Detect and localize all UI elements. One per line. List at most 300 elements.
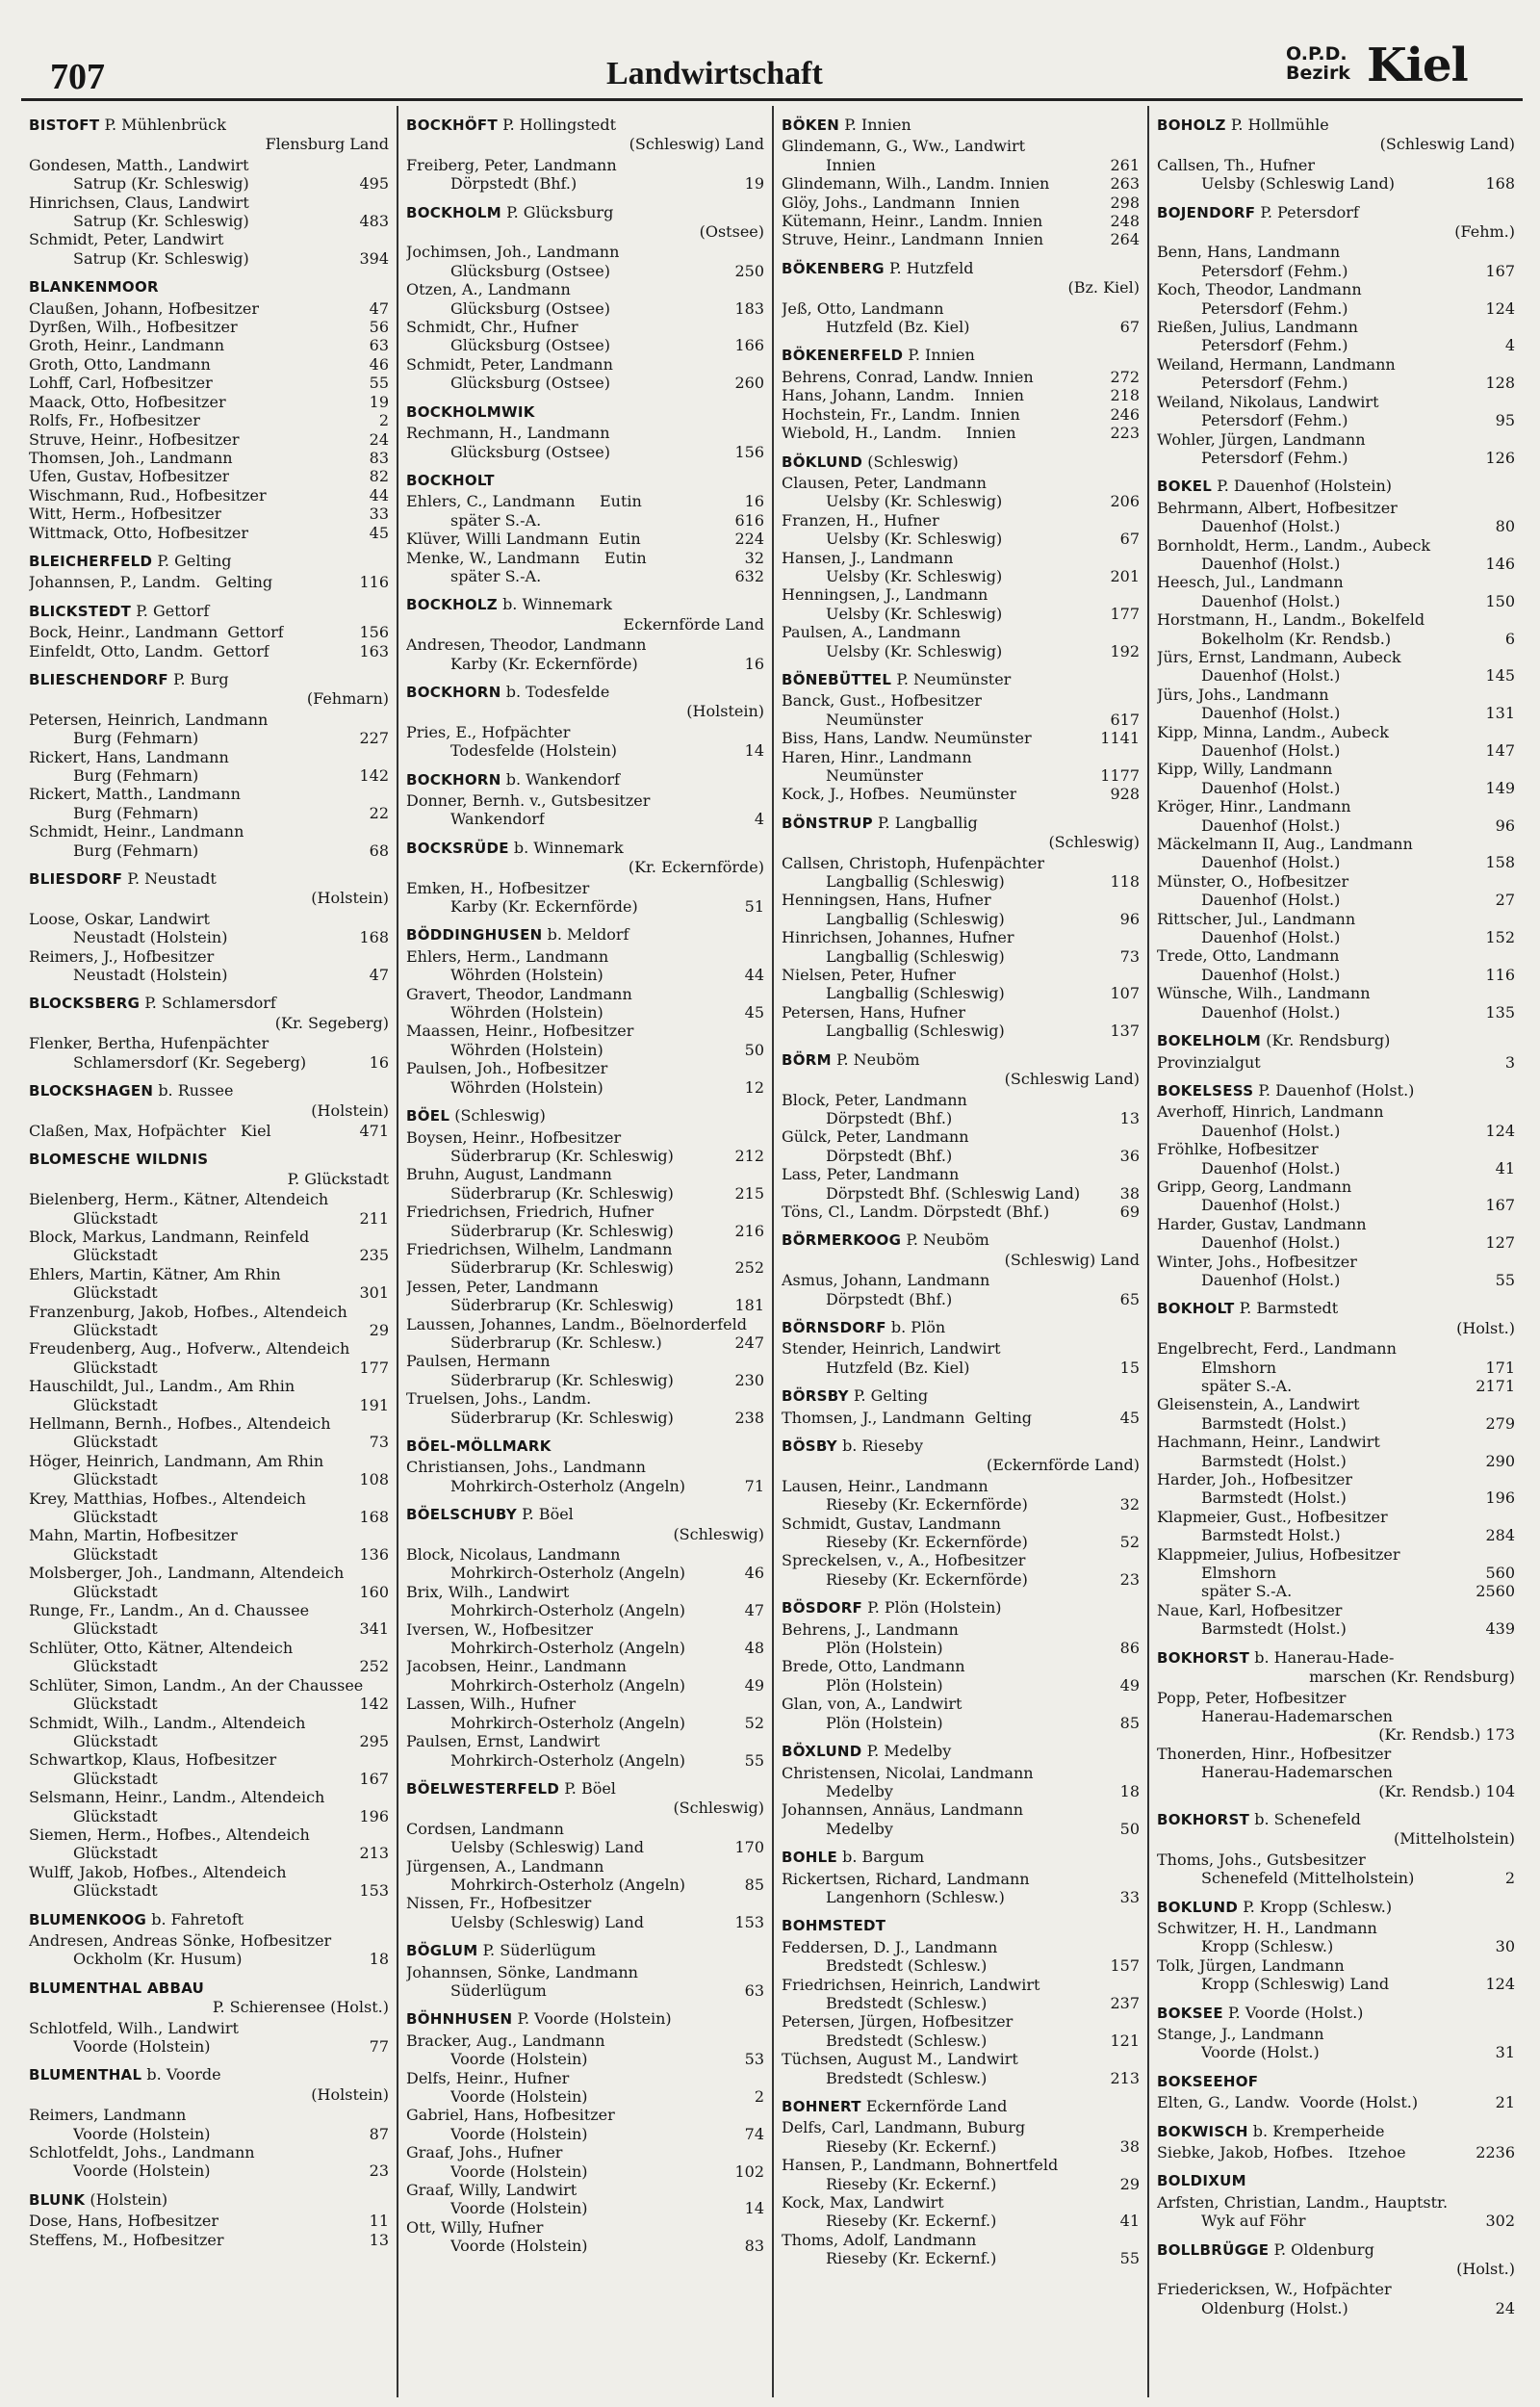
- entry-location: Mohrkirch-Osterholz (Angeln): [450, 1675, 686, 1695]
- phone-number: 49: [1119, 1675, 1140, 1695]
- directory-entry: [1157, 2143, 1515, 2161]
- place-heading: [782, 1848, 1140, 1867]
- entry-name: Schmidt, Peter, Landmann: [406, 354, 613, 374]
- phone-number: 87: [369, 2124, 389, 2143]
- place-name: BLOMESCHE WILDNIS: [29, 1151, 209, 1169]
- directory-entry: [29, 411, 389, 429]
- place-postal: b. Hanerau-Hade-: [1254, 1647, 1395, 1667]
- place-heading: [29, 2065, 389, 2104]
- entry-name: Glindemann, G., Ww., Landwirt: [782, 137, 1026, 156]
- entry-text: Thomsen, Joh., Landmann: [29, 448, 233, 467]
- entry-name: Schwartkop, Klaus, Hofbesitzer: [29, 1750, 277, 1770]
- entry-location: Langenhorn (Schlesw.): [826, 1887, 1005, 1906]
- entry-location: Uelsby (Kr. Schleswig): [826, 566, 1003, 585]
- entry-location: Burg (Fehmarn): [73, 803, 199, 822]
- entry-name: Otzen, A., Landmann: [406, 280, 571, 299]
- phone-number: 142: [359, 766, 389, 785]
- entry-location: Voorde (Holstein): [450, 2124, 588, 2143]
- directory-entry: [782, 511, 1140, 549]
- directory-entry: [782, 966, 1140, 1003]
- place-name: BÖKENERFELD: [782, 347, 904, 365]
- phone-number: 212: [734, 1146, 764, 1165]
- entry-name: Krey, Matthias, Hofbes., Altendeich: [29, 1488, 306, 1508]
- phone-number: 124: [1485, 1975, 1515, 1994]
- entry-name: Stender, Heinrich, Landwirt: [782, 1339, 1001, 1359]
- column-1: [21, 106, 397, 2397]
- phone-number: 18: [1119, 1781, 1140, 1800]
- phone-number: 63: [369, 336, 389, 355]
- directory-entry: [1157, 686, 1515, 723]
- phone-number: 238: [734, 1408, 764, 1427]
- place-name: BOJENDORF: [1157, 203, 1256, 221]
- entry-location: Voorde (Holstein): [73, 2037, 211, 2056]
- phone-number: 142: [359, 1695, 389, 1714]
- entry-name: Harder, Gustav, Landmann: [1157, 1214, 1367, 1233]
- phone-number: 301: [359, 1283, 389, 1303]
- phone-number: 264: [1110, 230, 1140, 249]
- entry-name: Paulsen, Ernst, Landwirt: [406, 1732, 601, 1751]
- place-region: (Bz. Kiel): [1067, 278, 1140, 298]
- phone-number: 246: [1110, 404, 1140, 424]
- phone-number: 23: [1119, 1569, 1140, 1589]
- entry-location: Voorde (Holstein): [450, 2161, 588, 2181]
- phone-number: 45: [1119, 1408, 1140, 1427]
- place-name: BOKLUND: [1157, 1898, 1239, 1916]
- entry-location: Glückstadt: [73, 1695, 158, 1714]
- entry-name: Jürs, Johs., Landmann: [1157, 685, 1329, 704]
- phone-number: 33: [1119, 1887, 1140, 1906]
- directory-entry: [29, 393, 389, 411]
- place-postal: b. Schenefeld: [1254, 1809, 1361, 1828]
- directory-entry: [29, 374, 389, 392]
- place-region: marschen (Kr. Rendsburg): [1309, 1668, 1515, 1687]
- directory-entry: [29, 623, 389, 641]
- place-postal: P. Schlamersdorf: [144, 994, 276, 1013]
- place-name: BLUMENTHAL ABBAU: [29, 1979, 205, 1997]
- phone-number: 235: [359, 1246, 389, 1265]
- phone-number: 196: [359, 1806, 389, 1825]
- directory-entry: [1157, 318, 1515, 355]
- entry-location: Süderbrarup (Kr. Schleswig): [450, 1370, 674, 1389]
- entry-location: Wöhrden (Holstein): [450, 1040, 603, 1059]
- directory-entry: [406, 2181, 764, 2218]
- directory-entry: [1157, 1215, 1515, 1253]
- place-heading: [782, 2097, 1140, 2116]
- place-name: BOCKHOLZ: [406, 596, 498, 614]
- place-postal: b. Bargum: [842, 1848, 925, 1867]
- entry-name: Engelbrecht, Ferd., Landmann: [1157, 1339, 1397, 1359]
- entry-name: Gabriel, Hans, Hofbesitzer: [406, 2106, 615, 2125]
- entry-name: Schlüter, Simon, Landm., An der Chaussee: [29, 1675, 364, 1695]
- place-name: BOHNERT: [782, 2098, 861, 2115]
- directory-entry: [782, 1976, 1140, 2013]
- entry-name: Hinrichsen, Claus, Landwirt: [29, 193, 249, 212]
- place-name: BÖRMERKOOG: [782, 1231, 902, 1250]
- place-postal: P. Voorde (Holst.): [1228, 2003, 1364, 2022]
- entry-location: Petersdorf (Fehm.): [1201, 374, 1348, 393]
- directory-entry: [1157, 1919, 1515, 1956]
- phone-number: 298: [1110, 193, 1140, 212]
- place-region: (Fehm.): [1454, 222, 1515, 242]
- directory-entry: [29, 1564, 389, 1601]
- directory-entry: [1157, 797, 1515, 835]
- place-name: BOHMSTEDT: [782, 1917, 886, 1935]
- phone-number: 50: [744, 1040, 764, 1059]
- entry-location: Petersdorf (Fehm.): [1201, 261, 1348, 280]
- phone-number: 16: [744, 654, 764, 673]
- phone-number: 29: [369, 1320, 389, 1339]
- place-postal: P. Mühlenbrück: [104, 116, 226, 134]
- entry-text: Kock, J., Hofbes. Neumünster: [782, 785, 1017, 804]
- entry-location: Burg (Fehmarn): [73, 841, 199, 860]
- entry-location: Glückstadt: [73, 1731, 158, 1750]
- entry-name: Wohler, Jürgen, Landmann: [1157, 429, 1366, 449]
- entry-text: später S.-A.: [450, 566, 542, 585]
- entry-location: Dörpstedt (Bhf.): [826, 1108, 953, 1127]
- entry-location: Glücksburg (Ostsee): [450, 336, 610, 355]
- directory-entry: [406, 2069, 764, 2107]
- entry-name: Weiland, Hermann, Landmann: [1157, 354, 1396, 374]
- entry-location: Dauenhof (Holst.): [1201, 1196, 1341, 1215]
- directory-entry: [406, 1458, 764, 1495]
- entry-location: Glückstadt: [73, 1508, 158, 1527]
- entry-name: Asmus, Johann, Landmann: [782, 1271, 990, 1290]
- entry-location: Elmshorn: [1201, 1358, 1277, 1377]
- directory-entry: [782, 891, 1140, 928]
- page-number: 707: [50, 57, 105, 97]
- phone-number: 85: [744, 1875, 764, 1894]
- directory-entry: [29, 1228, 389, 1265]
- entry-location: Schenefeld (Mittelholstein): [1201, 1869, 1415, 1888]
- place-postal: P. Glücksburg: [506, 202, 614, 221]
- entry-name: Friedrichsen, Wilhelm, Landmann: [406, 1239, 673, 1258]
- place-region: (Schleswig Land): [1379, 135, 1515, 154]
- entry-location: Glückstadt: [73, 1246, 158, 1265]
- entry-location: Plön (Holstein): [826, 1675, 943, 1695]
- directory-entry: [782, 1203, 1140, 1221]
- place-postal: b. Winnemark: [513, 838, 624, 857]
- entry-text: Rolfs, Fr., Hofbesitzer: [29, 411, 200, 430]
- place-postal: (Schleswig): [867, 452, 959, 471]
- directory-entry: [29, 1377, 389, 1414]
- entry-location: Süderbrarup (Kr. Schlesw.): [450, 1333, 662, 1352]
- phone-number: 116: [1485, 965, 1515, 984]
- directory-entry: [406, 1128, 764, 1166]
- directory-entry: [782, 137, 1140, 174]
- entry-location: Wöhrden (Holstein): [450, 966, 603, 985]
- phone-number: 67: [1119, 318, 1140, 337]
- place-postal: P. Dauenhof (Holst.): [1258, 1080, 1415, 1100]
- entry-name: Thoms, Johs., Gutsbesitzer: [1157, 1850, 1366, 1869]
- directory-entry: [29, 822, 389, 860]
- directory-entry: [782, 368, 1140, 386]
- entry-name: Nissen, Fr., Hofbesitzer: [406, 1894, 592, 1913]
- entry-location: Uelsby (Kr. Schleswig): [826, 641, 1003, 660]
- directory-entry: [29, 1825, 389, 1863]
- entry-location: Dauenhof (Holst.): [1201, 554, 1341, 573]
- directory-entry: [1157, 2280, 1515, 2317]
- entry-location: Satrup (Kr. Schleswig): [73, 174, 249, 194]
- place-postal: P. Böel: [564, 1778, 616, 1798]
- entry-location: Süderbrarup (Kr. Schleswig): [450, 1296, 674, 1315]
- entry-name: Rittscher, Jul., Landmann: [1157, 909, 1356, 928]
- entry-text: Kütemann, Heinr., Landm. Innien: [782, 212, 1043, 231]
- entry-name: Lassen, Wilh., Hufner: [406, 1695, 577, 1714]
- phone-number: 38: [1119, 1183, 1140, 1203]
- place-region: (Schleswig): [673, 1799, 764, 1818]
- entry-location: Mohrkirch-Osterholz (Angeln): [450, 1476, 686, 1495]
- entry-name: Reimers, J., Hofbesitzer: [29, 946, 215, 966]
- entry-name: Graaf, Johs., Hufner: [406, 2143, 563, 2162]
- place-name: BLIESCHENDORF: [29, 670, 168, 688]
- place-postal: b. Winnemark: [502, 595, 612, 614]
- phone-number: 617: [1110, 710, 1140, 729]
- phone-number: 147: [1485, 741, 1515, 760]
- phone-number: 96: [1119, 909, 1140, 928]
- entry-location: Glückstadt: [73, 1395, 158, 1414]
- entry-location: Glückstadt: [73, 1544, 158, 1564]
- directory-entry: [406, 1732, 764, 1770]
- entry-location: Glücksburg (Ostsee): [450, 374, 610, 393]
- directory-entry: [406, 1620, 764, 1658]
- place-name: BOKHOLT: [1157, 1300, 1235, 1318]
- phone-number: 24: [369, 429, 389, 449]
- entry-text: Struve, Heinr., Hofbesitzer: [29, 429, 240, 449]
- entry-name: Fröhlke, Hofbesitzer: [1157, 1140, 1319, 1159]
- place-name: BÖNSTRUP: [782, 814, 873, 832]
- place-name: BOKHORST: [1157, 1810, 1250, 1828]
- directory-entry: [406, 2032, 764, 2069]
- place-name: BLUMENTHAL: [29, 2066, 142, 2084]
- place-name: BÖEL: [406, 1107, 450, 1126]
- phone-number: 1141: [1100, 729, 1140, 748]
- phone-number: 82: [369, 467, 389, 486]
- phone-number: 295: [359, 1731, 389, 1750]
- directory-entry: [29, 299, 389, 318]
- directory-entry: [782, 1800, 1140, 1838]
- place-postal: P. Hutzfeld: [888, 258, 974, 277]
- directory-entry: [1157, 243, 1515, 280]
- entry-location: Langballig (Schleswig): [826, 1022, 1005, 1041]
- directory-entry: [29, 524, 389, 542]
- directory-entry: [406, 1545, 764, 1583]
- place-heading: [406, 683, 764, 721]
- directory-entry: [1157, 1253, 1515, 1290]
- directory-entry: [29, 2212, 389, 2230]
- district-city: Kiel: [1367, 39, 1468, 92]
- entry-name: Emken, H., Hofbesitzer: [406, 878, 590, 897]
- phone-number: 1177: [1100, 766, 1140, 785]
- phone-number: 928: [1110, 785, 1140, 804]
- directory-entry: [1157, 910, 1515, 947]
- directory-entry: [29, 785, 389, 822]
- entry-name: Behrens, J., Landmann: [782, 1619, 959, 1639]
- directory-entry: [29, 156, 389, 194]
- place-name: BLOCKSHAGEN: [29, 1082, 154, 1100]
- place-heading: [29, 552, 389, 571]
- place-name: BOKEL: [1157, 478, 1213, 496]
- directory-entry: [29, 230, 389, 268]
- place-heading: [406, 2009, 764, 2029]
- directory-entry: [406, 2106, 764, 2143]
- entry-name: Christiansen, Johs., Landmann: [406, 1458, 646, 1477]
- place-region: (Holst.): [1456, 2260, 1515, 2279]
- place-heading: [406, 1106, 764, 1126]
- entry-text: Dyrßen, Wilh., Hofbesitzer: [29, 318, 238, 337]
- directory-entry: [29, 1639, 389, 1676]
- place-name: BOKSEEHOF: [1157, 2072, 1259, 2090]
- entry-location: Barmstedt Holst.): [1201, 1526, 1341, 1545]
- directory-entry: [1157, 393, 1515, 430]
- entry-name: Jeß, Otto, Landmann: [782, 298, 944, 318]
- place-postal: (Kr. Rendsburg): [1266, 1031, 1391, 1050]
- entry-text: Wiebold, H., Landm. Innien: [782, 424, 1016, 443]
- entry-name: Münster, O., Hofbesitzer: [1157, 871, 1349, 891]
- place-region: (Fehmarn): [306, 689, 389, 709]
- place-name: BÖDDINGHUSEN: [406, 926, 543, 945]
- directory-entry: [406, 1352, 764, 1389]
- phone-number: 163: [359, 641, 389, 660]
- phone-number: 183: [734, 298, 764, 318]
- entry-text: Dose, Hans, Hofbesitzer: [29, 2212, 219, 2231]
- entry-name: Winter, Johs., Hofbesitzer: [1157, 1252, 1357, 1271]
- entry-name: Andresen, Andreas Sönke, Hofbesitzer: [29, 1930, 332, 1950]
- phone-number: 41: [1495, 1158, 1515, 1178]
- directory-entry: [1157, 1956, 1515, 1994]
- entry-location: Mohrkirch-Osterholz (Angeln): [450, 1601, 686, 1620]
- place-heading: [782, 1916, 1140, 1935]
- entry-location: Voorde (Holstein): [73, 2161, 211, 2181]
- place-postal: b. Fahretoft: [151, 1909, 244, 1928]
- phone-number: 126: [1485, 448, 1515, 467]
- place-name: BOKSEE: [1157, 2004, 1223, 2022]
- phone-number: 211: [359, 1208, 389, 1228]
- place-name: BOCKHOLMWIK: [406, 402, 535, 421]
- place-name: BÖKLUND: [782, 453, 863, 471]
- entry-location: Bredstedt (Schlesw.): [826, 1956, 988, 1976]
- entry-location: Voorde (Holstein): [450, 2050, 588, 2069]
- entry-location: Wyk auf Föhr: [1201, 2212, 1306, 2231]
- phone-number: 2: [754, 2087, 764, 2106]
- directory-entry: [782, 1477, 1140, 1514]
- entry-text: Elten, G., Landw. Voorde (Holst.): [1157, 2093, 1419, 2112]
- place-postal: b. Rieseby: [842, 1436, 924, 1455]
- directory-entry: [1157, 1470, 1515, 1508]
- phone-number: 227: [359, 729, 389, 748]
- phone-number: 14: [744, 2199, 764, 2218]
- entry-name: Bornholdt, Herm., Landm., Aubeck: [1157, 535, 1431, 555]
- phone-number: 68: [369, 841, 389, 860]
- place-postal: P. Innien: [844, 116, 911, 134]
- directory-entry: [1157, 1339, 1515, 1377]
- directory-entry: [406, 280, 764, 318]
- directory-entry: [406, 879, 764, 917]
- entry-name: Reimers, Landmann: [29, 2106, 187, 2125]
- place-postal: P. Oldenburg: [1273, 2239, 1374, 2259]
- directory-entry: [29, 748, 389, 786]
- phone-number: 160: [359, 1582, 389, 1601]
- entry-location: Elmshorn: [1201, 1564, 1277, 1583]
- phone-number: 18: [369, 1950, 389, 1969]
- phone-number: 55: [1495, 1270, 1515, 1289]
- directory-entry: [29, 430, 389, 449]
- directory-entry: [782, 2012, 1140, 2050]
- phone-number: 128: [1485, 374, 1515, 393]
- phone-number: 284: [1485, 1526, 1515, 1545]
- entry-name: Horstmann, H., Landm., Bokelfeld: [1157, 610, 1425, 630]
- entry-location: Glückstadt: [73, 1433, 158, 1452]
- bezirk-label: Bezirk: [1286, 63, 1350, 84]
- phone-number: 29: [1119, 2174, 1140, 2193]
- entry-location-continued: (Kr. Rendsb.) 173: [1378, 1725, 1515, 1745]
- phone-number: 50: [1119, 1819, 1140, 1838]
- place-heading: [406, 116, 764, 154]
- phone-number: 215: [734, 1183, 764, 1203]
- entry-name: Schlotfeld, Wilh., Landwirt: [29, 2018, 239, 2037]
- entry-name: Truelsen, Johs., Landm.: [406, 1389, 592, 1409]
- entry-location: Dauenhof (Holst.): [1201, 778, 1341, 797]
- entry-location: Dörpstedt Bhf. (Schleswig Land): [826, 1183, 1081, 1203]
- phone-number: 495: [359, 174, 389, 194]
- directory-entry: [1157, 2025, 1515, 2062]
- place-heading: [1157, 203, 1515, 242]
- phone-number: 11: [369, 2212, 389, 2231]
- entry-name: Tüchsen, August M., Landwirt: [782, 2050, 1018, 2069]
- directory-entry: [29, 1526, 389, 1564]
- entry-location: Hanerau-Hademarschen: [1201, 1763, 1393, 1782]
- directory-entry: [782, 2156, 1140, 2193]
- phone-number: 24: [1495, 2298, 1515, 2317]
- entry-name: Clausen, Peter, Landmann: [782, 473, 987, 492]
- place-postal: P. Neuböm: [906, 1230, 989, 1250]
- place-heading: [406, 839, 764, 877]
- entry-name: Paulsen, Joh., Hofbesitzer: [406, 1059, 608, 1078]
- phone-number: 170: [734, 1838, 764, 1857]
- place-heading: [1157, 2004, 1515, 2023]
- place-name: BOHOLZ: [1157, 116, 1226, 134]
- directory-entry: [782, 2050, 1140, 2087]
- directory-entry: [406, 1203, 764, 1240]
- column-2: [397, 106, 772, 2397]
- directory-entry: [782, 785, 1140, 803]
- entry-name: Siemen, Herm., Hofbes., Altendeich: [29, 1825, 310, 1844]
- entry-location: Langballig (Schleswig): [826, 909, 1005, 928]
- phone-number: 33: [369, 505, 389, 524]
- directory-entry: [406, 1963, 764, 2001]
- phone-number: 216: [734, 1221, 764, 1240]
- place-region: (Kr. Eckernförde): [628, 858, 764, 877]
- directory-entry: [406, 1240, 764, 1278]
- place-postal: P. Hollingstedt: [502, 116, 617, 134]
- phone-number: 168: [359, 1508, 389, 1527]
- entry-location: Plön (Holstein): [826, 1639, 943, 1658]
- entry-name: Klappmeier, Julius, Hofbesitzer: [1157, 1544, 1400, 1564]
- directory-entry: [29, 318, 389, 336]
- place-heading: [782, 814, 1140, 852]
- phone-number: 73: [1119, 946, 1140, 966]
- place-name: BÖKEN: [782, 116, 840, 134]
- entry-name: Jochimsen, Joh., Landmann: [406, 243, 620, 262]
- place-postal: b. Todesfelde: [505, 682, 610, 701]
- place-postal: P. Langballig: [878, 813, 978, 832]
- page-title: Landwirtschaft: [606, 56, 823, 91]
- place-name: BOKHORST: [1157, 1648, 1250, 1667]
- entry-location: Innien: [826, 155, 876, 174]
- phone-number: 167: [1485, 261, 1515, 280]
- place-region: (Holst.): [1456, 1318, 1515, 1337]
- entry-name: Lass, Peter, Landmann: [782, 1165, 960, 1184]
- entry-location: Süderbrarup (Kr. Schleswig): [450, 1146, 674, 1165]
